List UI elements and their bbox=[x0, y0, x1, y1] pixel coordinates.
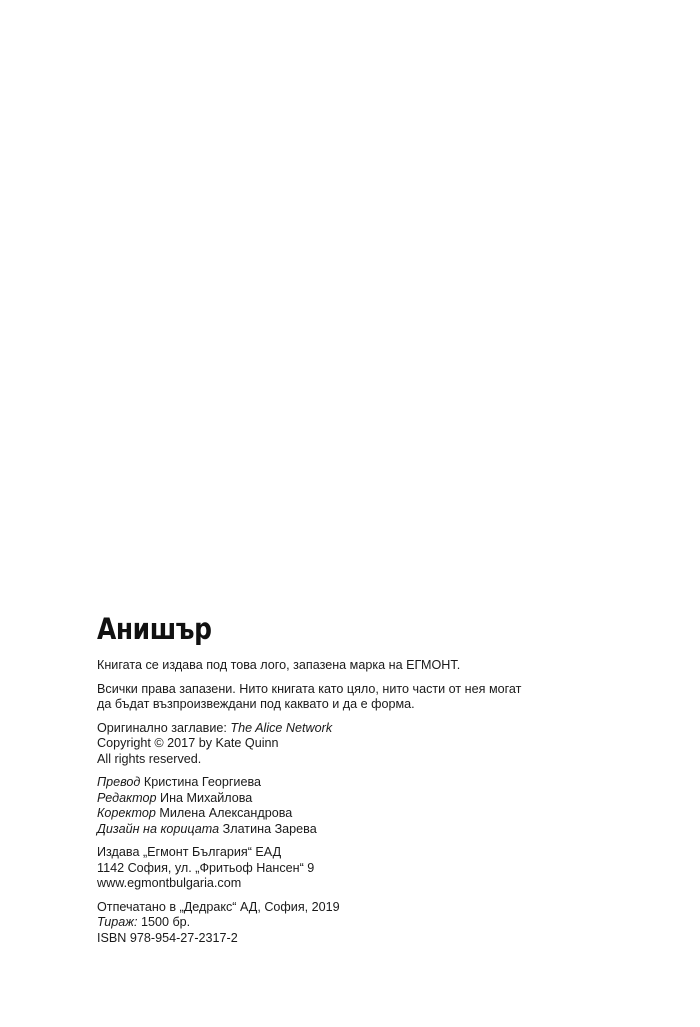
publisher-logo: Анишър bbox=[97, 612, 212, 646]
print-run-line bbox=[97, 915, 657, 931]
isbn-line: ISBN 978-954-27-2317-2 bbox=[97, 930, 238, 945]
original-title-line bbox=[97, 721, 657, 737]
all-rights-reserved-line: All rights reserved. bbox=[97, 751, 202, 766]
publisher-website: www.egmontbulgaria.com bbox=[97, 876, 242, 890]
original-info bbox=[97, 721, 657, 768]
credit-role: Дизайн на корицата bbox=[97, 821, 220, 836]
printed-line: Отпечатано в „Дедракс“ АД, София, 2019 bbox=[97, 899, 340, 914]
original-title-value: The Alice Network bbox=[230, 720, 333, 735]
rights-line-1: Всички права запазени. Нито книгата като цяло, нито части от нея могат bbox=[97, 681, 522, 696]
credit-editor bbox=[97, 791, 657, 807]
credit-translation bbox=[97, 775, 657, 791]
publisher-info bbox=[97, 845, 657, 892]
copyright-line: Copyright © 2017 by Kate Quinn bbox=[97, 736, 279, 750]
credit-name: Ина Михайлова bbox=[160, 790, 253, 805]
publisher-address: 1142 София, ул. „Фритьоф Нансен“ 9 bbox=[97, 860, 315, 875]
logo-trademark-line: Книгата се издава под това лого, запазена марка на ЕГМОНТ. bbox=[97, 658, 461, 672]
colophon bbox=[97, 612, 657, 954]
credit-role: Превод bbox=[97, 775, 141, 789]
credit-name: Кристина Георгиева bbox=[143, 775, 262, 789]
credit-role: Редактор bbox=[97, 790, 157, 805]
publisher-name: Издава „Егмонт България“ ЕАД bbox=[97, 845, 282, 859]
logo-notice bbox=[97, 658, 657, 674]
credit-name: Милена Александрова bbox=[159, 806, 293, 820]
credits bbox=[97, 775, 657, 837]
print-run-value: 1500 бр. bbox=[140, 915, 191, 929]
print-run-label: Тираж: bbox=[97, 915, 138, 929]
rights-line-2: да бъдат възпроизвеждани под каквато и да е форма. bbox=[97, 697, 415, 711]
credit-role: Коректор bbox=[97, 806, 156, 820]
original-title-label: Оригинално заглавие: bbox=[97, 720, 227, 735]
printing-info bbox=[97, 900, 657, 947]
rights-notice bbox=[97, 682, 657, 713]
credit-cover-design bbox=[97, 822, 657, 838]
credit-name: Златина Зарева bbox=[222, 821, 317, 836]
credit-proofreader bbox=[97, 806, 657, 822]
